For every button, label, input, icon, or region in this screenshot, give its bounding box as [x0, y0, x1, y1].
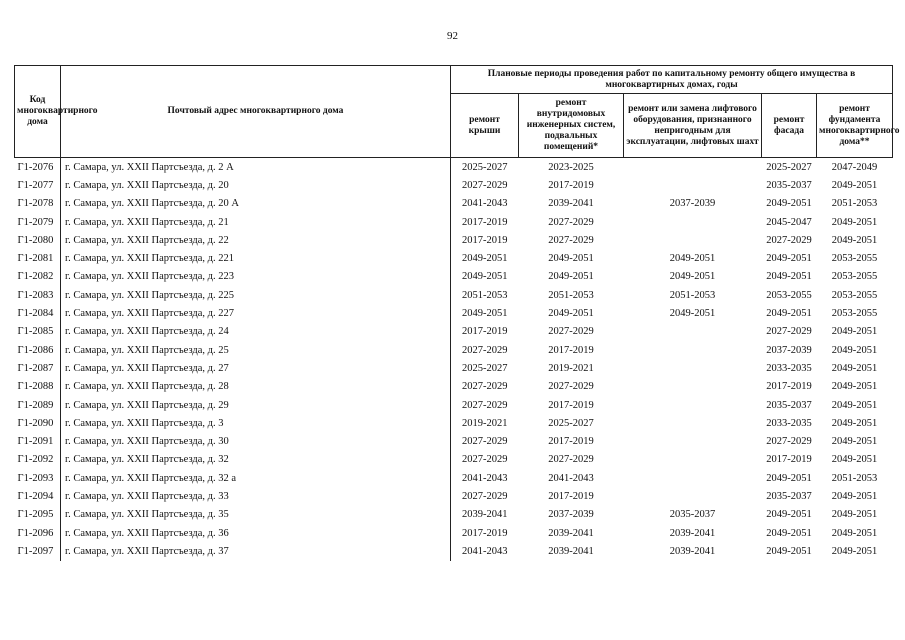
cell-facade: 2033-2035 [766, 417, 812, 429]
cell-elevator [624, 487, 762, 505]
cell-code: Г1-2078 [15, 195, 61, 213]
table-row [15, 469, 893, 487]
cell-address: г. Самара, ул. XXII Партсъезда, д. 25 [61, 341, 451, 359]
cell-roof: 2025-2027 [462, 161, 508, 173]
cell-systems: 2023-2025 [548, 161, 594, 173]
cell-systems: 2039-2041 [548, 545, 594, 557]
cell-systems: 2049-2051 [548, 308, 594, 320]
cell-systems: 2049-2051 [548, 271, 594, 283]
cell-systems: 2017-2019 [548, 399, 594, 411]
cell-systems: 2027-2029 [548, 234, 594, 246]
cell-address: г. Самара, ул. XXII Партсъезда, д. 33 [61, 487, 451, 505]
cell-facade: 2049-2051 [766, 545, 812, 557]
cell-elevator [624, 213, 762, 231]
cell-facade: 2037-2039 [766, 344, 812, 356]
cell-elevator [624, 323, 762, 341]
table-row [15, 432, 893, 450]
cell-code: Г1-2083 [15, 286, 61, 304]
cell-address: г. Самара, ул. XXII Партсъезда, д. 221 [61, 249, 451, 267]
cell-foundation: 2047-2049 [831, 161, 878, 173]
cell-foundation: 2049-2051 [831, 545, 878, 557]
cell-address: г. Самара, ул. XXII Партсъезда, д. 22 [61, 231, 451, 249]
cell-systems: 2017-2019 [548, 490, 594, 502]
table-row [15, 268, 893, 286]
cell-facade: 2035-2037 [766, 179, 812, 191]
cell-foundation: 2049-2051 [831, 399, 878, 411]
cell-foundation: 2049-2051 [831, 344, 878, 356]
cell-roof: 2027-2029 [462, 490, 508, 502]
table-row [15, 286, 893, 304]
table-row [15, 396, 893, 414]
header-code: Код многоквартирного дома [15, 66, 61, 158]
cell-foundation: 2049-2051 [831, 362, 878, 374]
cell-systems: 2039-2041 [548, 527, 594, 539]
cell-systems: 2051-2053 [548, 289, 594, 301]
cell-roof: 2027-2029 [462, 399, 508, 411]
cell-systems: 2017-2019 [548, 179, 594, 191]
table-row [15, 176, 893, 194]
cell-facade: 2027-2029 [766, 436, 812, 448]
table-row [15, 378, 893, 396]
table-row [15, 341, 893, 359]
cell-facade: 2025-2027 [766, 161, 812, 173]
cell-address: г. Самара, ул. XXII Партсъезда, д. 227 [61, 304, 451, 322]
cell-foundation: 2049-2051 [831, 179, 878, 191]
cell-foundation: 2049-2051 [831, 527, 878, 539]
cell-address: г. Самара, ул. XXII Партсъезда, д. 35 [61, 506, 451, 524]
cell-address: г. Самара, ул. XXII Партсъезда, д. 32 [61, 451, 451, 469]
cell-roof: 2027-2029 [462, 454, 508, 466]
cell-roof: 2049-2051 [462, 253, 508, 265]
table-row [15, 213, 893, 231]
cell-code: Г1-2076 [15, 158, 61, 177]
cell-address: г. Самара, ул. XXII Партсъезда, д. 223 [61, 268, 451, 286]
cell-foundation: 2051-2053 [831, 198, 878, 210]
cell-systems: 2019-2021 [548, 362, 594, 374]
cell-elevator [624, 432, 762, 450]
cell-foundation: 2051-2053 [831, 472, 878, 484]
cell-roof: 2049-2051 [462, 308, 508, 320]
cell-elevator: 2039-2041 [669, 545, 716, 557]
cell-facade: 2017-2019 [766, 381, 812, 393]
cell-elevator [624, 451, 762, 469]
table-row [15, 451, 893, 469]
cell-elevator: 2037-2039 [669, 198, 716, 210]
cell-code: Г1-2093 [15, 469, 61, 487]
table-body [15, 158, 893, 561]
cell-code: Г1-2086 [15, 341, 61, 359]
cell-elevator: 2049-2051 [669, 271, 716, 283]
cell-code: Г1-2091 [15, 432, 61, 450]
cell-systems: 2049-2051 [548, 253, 594, 265]
cell-foundation: 2053-2055 [831, 253, 878, 265]
cell-address: г. Самара, ул. XXII Партсъезда, д. 37 [61, 542, 451, 560]
cell-roof: 2025-2027 [462, 362, 508, 374]
cell-foundation: 2049-2051 [831, 509, 878, 521]
cell-address: г. Самара, ул. XXII Партсъезда, д. 30 [61, 432, 451, 450]
cell-code: Г1-2094 [15, 487, 61, 505]
cell-address: г. Самара, ул. XXII Партсъезда, д. 21 [61, 213, 451, 231]
cell-elevator [624, 176, 762, 194]
cell-address: г. Самара, ул. XXII Партсъезда, д. 3 [61, 414, 451, 432]
cell-facade: 2035-2037 [766, 490, 812, 502]
cell-facade: 2049-2051 [766, 308, 812, 320]
cell-address: г. Самара, ул. XXII Партсъезда, д. 20 [61, 176, 451, 194]
cell-foundation: 2053-2055 [831, 271, 878, 283]
cell-roof: 2027-2029 [462, 179, 508, 191]
cell-address: г. Самара, ул. XXII Партсъезда, д. 27 [61, 359, 451, 377]
cell-facade: 2049-2051 [766, 472, 812, 484]
table-row [15, 304, 893, 322]
cell-code: Г1-2095 [15, 506, 61, 524]
cell-systems: 2027-2029 [548, 216, 594, 228]
cell-code: Г1-2097 [15, 542, 61, 560]
cell-address: г. Самара, ул. XXII Партсъезда, д. 2 А [61, 158, 451, 177]
table-row [15, 542, 893, 560]
cell-foundation: 2049-2051 [831, 326, 878, 338]
cell-code: Г1-2077 [15, 176, 61, 194]
table-row [15, 323, 893, 341]
cell-elevator [624, 396, 762, 414]
cell-address: г. Самара, ул. XXII Партсъезда, д. 20 А [61, 195, 451, 213]
cell-elevator [624, 158, 762, 177]
table-row [15, 231, 893, 249]
cell-systems: 2017-2019 [548, 344, 594, 356]
cell-facade: 2017-2019 [766, 454, 812, 466]
cell-code: Г1-2082 [15, 268, 61, 286]
cell-elevator: 2051-2053 [669, 289, 716, 301]
header-roof: ремонт крыши [451, 94, 519, 158]
table-row [15, 195, 893, 213]
cell-code: Г1-2090 [15, 414, 61, 432]
cell-foundation: 2049-2051 [831, 454, 878, 466]
cell-elevator [624, 469, 762, 487]
header-address: Почтовый адрес многоквартирного дома [61, 66, 451, 158]
cell-foundation: 2053-2055 [831, 308, 878, 320]
cell-code: Г1-2079 [15, 213, 61, 231]
cell-roof: 2017-2019 [462, 527, 508, 539]
cell-roof: 2041-2043 [462, 545, 508, 557]
cell-roof: 2027-2029 [462, 344, 508, 356]
cell-elevator: 2039-2041 [669, 527, 716, 539]
cell-facade: 2033-2035 [766, 362, 812, 374]
cell-elevator: 2049-2051 [669, 308, 716, 320]
cell-address: г. Самара, ул. XXII Партсъезда, д. 32 а [61, 469, 451, 487]
table-row [15, 487, 893, 505]
cell-systems: 2027-2029 [548, 381, 594, 393]
cell-systems: 2037-2039 [548, 509, 594, 521]
cell-systems: 2027-2029 [548, 326, 594, 338]
cell-code: Г1-2092 [15, 451, 61, 469]
cell-foundation: 2049-2051 [831, 381, 878, 393]
cell-roof: 2049-2051 [462, 271, 508, 283]
table-row [15, 359, 893, 377]
cell-facade: 2045-2047 [766, 216, 812, 228]
cell-systems: 2039-2041 [548, 198, 594, 210]
cell-roof: 2019-2021 [462, 417, 508, 429]
cell-elevator: 2049-2051 [669, 253, 716, 265]
header-foundation: ремонт фундамента многоквартирного дома** [817, 94, 893, 158]
cell-code: Г1-2085 [15, 323, 61, 341]
cell-foundation: 2049-2051 [831, 490, 878, 502]
cell-facade: 2049-2051 [766, 253, 812, 265]
cell-roof: 2041-2043 [462, 472, 508, 484]
cell-code: Г1-2080 [15, 231, 61, 249]
cell-facade: 2027-2029 [766, 326, 812, 338]
cell-elevator [624, 359, 762, 377]
cell-systems: 2025-2027 [548, 417, 594, 429]
cell-roof: 2027-2029 [462, 436, 508, 448]
table-row [15, 414, 893, 432]
cell-facade: 2035-2037 [766, 399, 812, 411]
cell-address: г. Самара, ул. XXII Партсъезда, д. 225 [61, 286, 451, 304]
cell-elevator [624, 378, 762, 396]
cell-systems: 2027-2029 [548, 454, 594, 466]
cell-address: г. Самара, ул. XXII Партсъезда, д. 24 [61, 323, 451, 341]
cell-address: г. Самара, ул. XXII Партсъезда, д. 28 [61, 378, 451, 396]
cell-code: Г1-2089 [15, 396, 61, 414]
cell-roof: 2027-2029 [462, 381, 508, 393]
table-row [15, 158, 893, 177]
cell-facade: 2049-2051 [766, 271, 812, 283]
cell-elevator [624, 341, 762, 359]
cell-address: г. Самара, ул. XXII Партсъезда, д. 29 [61, 396, 451, 414]
cell-elevator: 2035-2037 [669, 509, 716, 521]
cell-roof: 2017-2019 [462, 216, 508, 228]
cell-address: г. Самара, ул. XXII Партсъезда, д. 36 [61, 524, 451, 542]
cell-code: Г1-2087 [15, 359, 61, 377]
cell-code: Г1-2081 [15, 249, 61, 267]
cell-roof: 2017-2019 [462, 326, 508, 338]
cell-code: Г1-2084 [15, 304, 61, 322]
cell-foundation: 2049-2051 [831, 216, 878, 228]
cell-facade: 2049-2051 [766, 509, 812, 521]
cell-systems: 2017-2019 [548, 436, 594, 448]
cell-facade: 2027-2029 [766, 234, 812, 246]
cell-roof: 2041-2043 [462, 198, 508, 210]
cell-roof: 2017-2019 [462, 234, 508, 246]
cell-foundation: 2049-2051 [831, 417, 878, 429]
cell-roof: 2051-2053 [462, 289, 508, 301]
cell-facade: 2053-2055 [766, 289, 812, 301]
cell-facade: 2049-2051 [766, 527, 812, 539]
cell-systems: 2041-2043 [548, 472, 594, 484]
cell-elevator [624, 414, 762, 432]
cell-foundation: 2049-2051 [831, 234, 878, 246]
header-elevator: ремонт или замена лифтового оборудования, признанного непригодным для эксплуатации, лифтовых шахт [624, 94, 762, 158]
cell-roof: 2039-2041 [462, 509, 508, 521]
cell-foundation: 2053-2055 [831, 289, 878, 301]
table-row [15, 524, 893, 542]
cell-code: Г1-2096 [15, 524, 61, 542]
cell-code: Г1-2088 [15, 378, 61, 396]
capital-repair-table [14, 65, 900, 561]
table-row [15, 249, 893, 267]
cell-foundation: 2049-2051 [831, 436, 878, 448]
table-row [15, 506, 893, 524]
cell-facade: 2049-2051 [766, 198, 812, 210]
header-facade: ремонт фасада [762, 94, 817, 158]
cell-elevator [624, 231, 762, 249]
header-periods: Плановые периоды проведения работ по капитальному ремонту общего имущества в многоквартирных домах, годы [451, 66, 893, 94]
page-number: 92 [447, 30, 458, 42]
header-systems: ремонт внутридомовых инженерных систем, подвальных помещений* [519, 94, 624, 158]
